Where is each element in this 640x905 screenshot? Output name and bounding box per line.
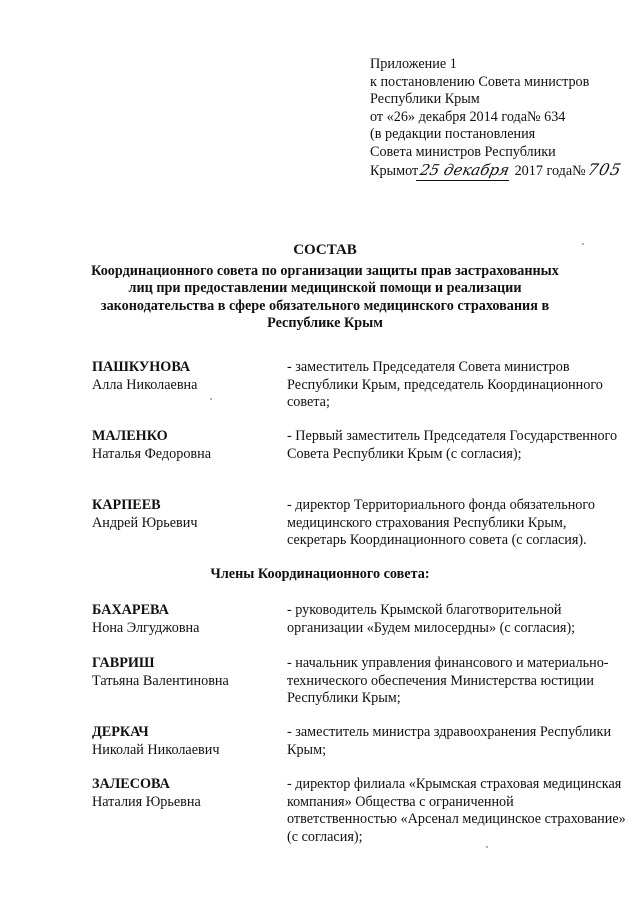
document-title bbox=[80, 242, 570, 333]
member-role: - директор Территориального фонда обязательного медицинского страхования Республики Крым, секретарь Координационного совета (с согласия). bbox=[287, 497, 595, 548]
member-name bbox=[92, 359, 282, 394]
member-given-name: Нона Элгуджовна bbox=[92, 619, 200, 636]
member-given-name: Наталия Юрьевна bbox=[92, 793, 201, 810]
member-given-name: Андрей Юрьевич bbox=[92, 514, 198, 531]
member-role: - начальник управления финансового и материально- технического обеспечения Министерства юстиции Республики Крым; bbox=[287, 655, 609, 706]
header-year: 2017 года№ bbox=[514, 163, 586, 179]
members-heading: Члены Координационного совета: bbox=[210, 566, 430, 582]
scan-speck bbox=[582, 243, 584, 245]
header-line: (в редакции постановления bbox=[370, 126, 536, 142]
title-subtitle: Координационного совета по организации защиты прав застрахованных лиц при предоставлении медицинской помощи и реализации законодательства в сфере обязательного медицинского страхования в Республике Крым bbox=[91, 262, 559, 331]
member-surname: МАЛЕНКО bbox=[92, 428, 168, 444]
handwritten-date: 25 декабря bbox=[416, 162, 513, 181]
member-role: - Первый заместитель Председателя Государственного Совета Республики Крым (с согласия); bbox=[287, 428, 618, 462]
member-name bbox=[92, 428, 282, 463]
header-line: Республики Крым bbox=[370, 91, 480, 107]
member-surname: ПАШКУНОВА bbox=[92, 359, 191, 375]
handwritten-number: 705 bbox=[585, 160, 624, 179]
title-main: СОСТАВ bbox=[293, 242, 357, 258]
scan-speck bbox=[486, 846, 488, 848]
header-prefix: Крымот bbox=[370, 163, 419, 179]
member-surname: БАХАРЕВА bbox=[92, 602, 169, 618]
header-line: от «26» декабря 2014 года№ 634 bbox=[370, 108, 566, 125]
member-name bbox=[92, 602, 282, 637]
member-role: - директор филиала «Крымская страховая медицинская компания» Общества с ограниченной ответственностью «Арсенал медицинское страхование» (с согласия); bbox=[287, 776, 626, 845]
member-surname: КАРПЕЕВ bbox=[92, 497, 161, 513]
member-name bbox=[92, 497, 282, 532]
member-name bbox=[92, 655, 282, 690]
member-surname: ДЕРКАЧ bbox=[92, 724, 149, 740]
member-name bbox=[92, 776, 282, 811]
header-line: Совета министров Республики bbox=[370, 143, 556, 160]
appendix-header bbox=[370, 56, 640, 181]
member-role: - заместитель министра здравоохранения Республики Крым; bbox=[287, 724, 612, 758]
member-role: - руководитель Крымской благотворительной организации «Будем милосердны» (с согласия); bbox=[287, 602, 576, 636]
header-amendment-line bbox=[370, 161, 640, 181]
member-name bbox=[92, 724, 282, 759]
header-line: к постановлению Совета министров bbox=[370, 73, 590, 90]
member-given-name: Наталья Федоровна bbox=[92, 445, 212, 462]
member-role: - заместитель Председателя Совета министров Республики Крым, председатель Координационного совета; bbox=[287, 359, 603, 410]
member-given-name: Алла Николаевна bbox=[92, 376, 198, 393]
header-line: Приложение 1 bbox=[370, 56, 457, 72]
member-given-name: Татьяна Валентиновна bbox=[92, 672, 229, 689]
member-surname: ГАВРИШ bbox=[92, 655, 155, 671]
member-given-name: Николай Николаевич bbox=[92, 741, 220, 758]
member-surname: ЗАЛЕСОВА bbox=[92, 776, 170, 792]
scan-speck bbox=[210, 398, 212, 400]
